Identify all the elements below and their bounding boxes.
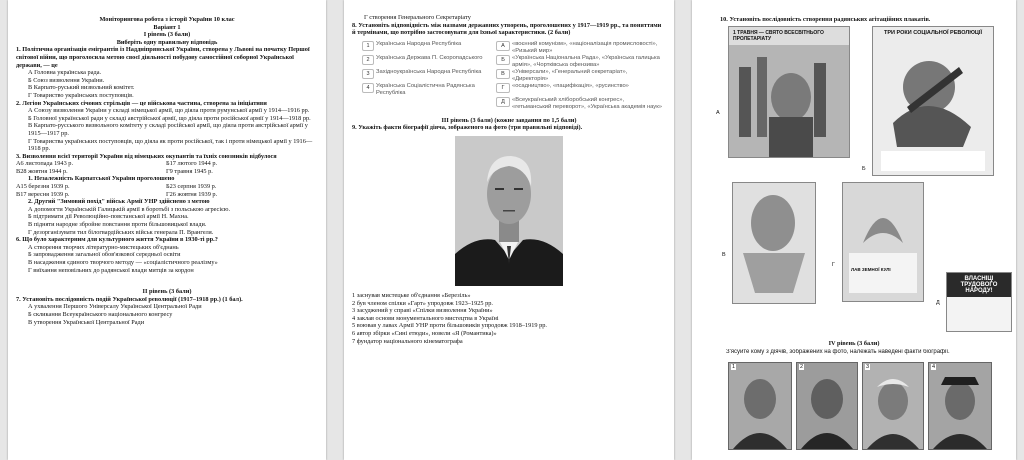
fact-item: 5 воював у лавах Армії УНР проти більшовиків упродовж 1918–1919 рр. (352, 322, 547, 330)
option: В утворення Української Центральної Ради (28, 318, 145, 326)
option: Б скликання Всеукраїнського національного конгресу (28, 310, 173, 318)
row-number: 1 (362, 41, 374, 51)
instruction: Виберіть одну правильну відповідь (116, 38, 218, 46)
poster-caption: 1 ТРАВНЯ — СВЯТО ВСЕСВІТНЬОГО ПРОЛЕТАРІАТУ (733, 30, 824, 42)
option: Г9 травня 1945 р. (166, 167, 213, 175)
page-3 (692, 0, 1016, 460)
fact-item: 2 був членом спілки «Гарт» упродовж 1923–1925 рр. (352, 299, 493, 307)
option: Г виїхання неповільних до радянської влади митців за кордон (28, 266, 194, 274)
poster-letter: Г (832, 262, 835, 268)
question-9: 9. Укажіть факти біографії діяча, зображеного на фото (три правильні відповіді). (352, 124, 583, 132)
poster-v (732, 182, 816, 304)
page-2 (344, 0, 674, 460)
question-1: 1. Політична організація емігрантів із Наддніпрянської України, створена у Львові на початку Першої світової війни, що проголосила метою своєї діяльності побудову самостійної соборної Української держави, — це (16, 46, 310, 69)
option: А15 березня 1939 р. (16, 183, 70, 191)
option: Г Товариство українських поступовців. (28, 91, 134, 99)
photo-4 (928, 362, 992, 450)
level-4-heading: IV рівень (3 бали) (828, 340, 880, 347)
photo-number: 1 (732, 364, 736, 370)
row-number: 4 (362, 83, 374, 93)
fact-item: 6 автор збірки «Сині етюди», новели «Я (Романтика)» (352, 329, 497, 337)
question-10: 10. Установіть послідовність створення радянських агітаційних плакатів. (720, 16, 931, 23)
option: А Головна українська рада. (28, 69, 102, 77)
poster-b (872, 26, 994, 176)
state-name: Західноукраїнська Народна Республіка (376, 68, 482, 75)
option-letter: Д (496, 97, 510, 107)
fact-item: 4 заклав основи монументального мистецтва в Україні (352, 314, 499, 322)
option: В Карпато-руський визвольний комітет. (28, 84, 135, 92)
poster-g (842, 182, 924, 302)
option: Г Товариства українських поступовців, що діяла як проти російської, так і проти німецької армії у 1916—1918 рр. (28, 137, 313, 153)
poster-letter: А (716, 110, 720, 116)
option: В28 жовтня 1944 р. (16, 167, 68, 175)
portrait-figure (455, 136, 563, 286)
question-2: 2. Легіон Українських січових стрільців — це військова частина, створена за ініціативи (16, 99, 267, 107)
matching-table (362, 41, 666, 111)
variant-label: Варіант 1 (153, 23, 181, 31)
term-list: «Всеукраїнський хліборобський конгрес», «гетьманський переворот», «Українська академія наук» (512, 96, 662, 110)
poster-letter: В (722, 252, 726, 258)
term-list: «Українська Національна Рада», «Українська галицька армія», «Чортківська офензива» (512, 54, 660, 68)
page-1 (8, 0, 326, 460)
option: А6 листопада 1943 р. (16, 160, 74, 168)
option: Б23 серпня 1939 р. (166, 183, 217, 191)
photo-3 (862, 362, 924, 450)
option: Г дезорганізувати тил білогвардійських військ генерала П. Врангеля. (28, 228, 214, 236)
question-11: З'ясуйте кому з діячів, зображених на фото, належать наведені факти біографії. (726, 349, 950, 355)
option: В17 вересня 1939 р. (16, 190, 70, 198)
photo-number: 3 (866, 364, 870, 370)
option: А Союзу визволення України у складі німецької армії, що діяла проти румунської армії у 1914—1916 рр. (28, 107, 310, 115)
photo-number: 2 (800, 364, 804, 370)
question-5: 2. Другий "Зимовий похід" військ Армії УНР здійснено з метою (28, 198, 210, 206)
poster-a (728, 26, 850, 158)
option-letter: В (496, 69, 510, 79)
question-7: 7. Установіть послідовність подій Української революції (1917–1918 рр.) (1 бал). (16, 295, 243, 303)
option: А допомогти Українській Галицькій армії в боротьбі з польською агресією. (28, 205, 231, 213)
option: Б17 лютого 1944 р. (166, 160, 218, 168)
portrait-photo (455, 136, 563, 286)
term-list: «воєнний комунізм», «націоналізація промисловості», «Ризький мир» (512, 40, 658, 54)
poster-letter: Б (862, 166, 866, 172)
state-name: Українська Держава П. Скоропадського (376, 54, 483, 61)
question-6: 6. Що було характерним для культурного життя України в 1930-ті рр.? (16, 236, 218, 244)
poster-caption: ЛАВ ЗЕМНОЇ КУЛІ (851, 267, 891, 272)
level-2-heading: ІІ рівень (3 бали) (142, 288, 192, 296)
question-4: 1. Незалежність Карпатської України проголошено (28, 175, 175, 183)
fact-item: 1 заснував мистецьке об'єднання «Березіль» (352, 291, 471, 299)
question-8: 8. Установіть відповідність між назвами державних утворень, проголошених у 1917—1919 рр., та поняттями й термінами, що потрібно застосовувати для їхньої характеристики. (2 бали) (352, 21, 662, 37)
fact-item: 7 фундатор національного кінематографа (352, 337, 463, 345)
state-name: Українська Народна Республіка (376, 40, 462, 47)
level-heading: І рівень (3 бали) (143, 31, 191, 39)
option: Б підтримати дії Революційно-повстанської армії Н. Махна. (28, 213, 189, 221)
fact-item: 3 засуджений у справі «Спілки визволення України» (352, 307, 493, 315)
option: Б запровадження загальної обов'язкової середньої освіти (28, 251, 181, 259)
option: Б Союз визволення України. (28, 76, 105, 84)
option: Г створення Генерального Секретаріату (364, 14, 471, 21)
option: В підняти народне збройне повстання проти більшовицької влади. (28, 221, 207, 229)
state-name: Українська Соціалістична Радянська Республіка (376, 82, 475, 96)
level-3-heading: ІІІ рівень (3 бали) (кожне завдання по 1,5 бали) (441, 116, 577, 124)
question-3: 3. Визволення всієї території України від німецьких окупантів та їхніх союзників відбулося (16, 152, 277, 160)
poster-caption: ТРИ РОКИ СОЦІАЛЬНОЇ РЕВОЛЮЦІЇ (884, 30, 982, 36)
poster-letter: Д (936, 300, 940, 306)
term-list: «Універсали», «Генеральний секретаріат», «Директорія» (512, 68, 628, 82)
poster-caption: ВЛАСНІЦІ ТРУДОВОГО НАРОДУ! (947, 273, 1011, 297)
photo-number: 4 (932, 364, 936, 370)
document-title: Моніторингова робота з історії України 10 клас (99, 16, 235, 23)
option-letter: Г (496, 83, 510, 93)
option: А ухвалення Першого Універсалу Української Центральної Ради (28, 303, 202, 311)
term-list: «осадництво», «пацифікація», «русинство» (512, 82, 629, 89)
option: В Карпато-русського визвольного комітету у складі російської армії, що діяла проти австрійської армії у 1915—1917 рр. (28, 122, 308, 137)
option-letter: Б (496, 55, 510, 65)
row-number: 2 (362, 55, 374, 65)
option: Б Головної української ради у складі австрійської армії, що діяла проти російської армії у 1914—1918 рр. (28, 114, 311, 122)
poster-d (946, 272, 1012, 332)
photo-2 (796, 362, 858, 450)
option: А створення творчих літературно-мистецьких об'єднань (28, 243, 179, 251)
option: Г26 жовтня 1939 р. (166, 190, 218, 198)
photo-1 (728, 362, 792, 450)
option: В насадження єдиного творчого методу — «соціалістичного реалізму» (28, 259, 218, 266)
option-letter: А (496, 41, 510, 51)
row-number: 3 (362, 69, 374, 79)
